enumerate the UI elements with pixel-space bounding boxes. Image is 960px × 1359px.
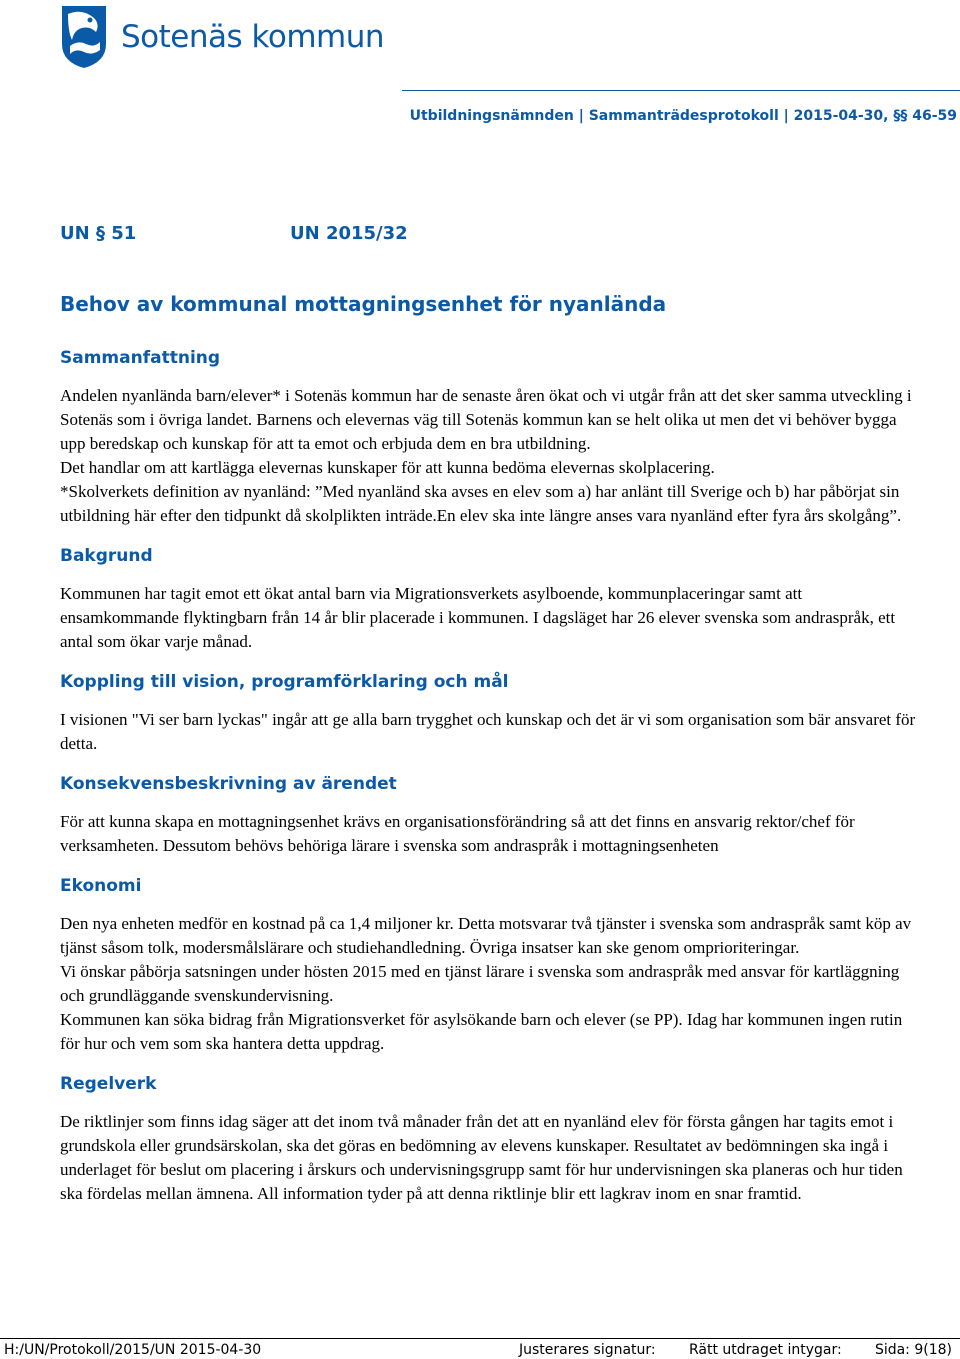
paragraph: Andelen nyanlända barn/elever* i Sotenäs kommun har de senaste åren ökat och vi utgår från att det sker samma utveckling i Sotenäs som i övriga landet. Barnens och elevernas väg till Sotenäs kommun kan se helt olika ut men det vi behöver bygga upp beredskap och kunskap för att ta emot och erbjuda dem en bra utbildning. — [60, 386, 912, 453]
paragraph: *Skolverkets definition av nyanländ: ”Med nyanländ ska avses en elev som a) har anlänt till Sverige och b) har påbörjat sin utbildning här efter den tidpunkt då skolplikten inträde.En elev ska inte längre anses vara nyanländ efter fyra års skolgång”. — [60, 482, 902, 525]
municipal-crest-icon — [60, 4, 108, 70]
document-header: Utbildningsnämnden | Sammanträdesprotokoll | 2015-04-30, §§ 46-59 — [409, 108, 957, 124]
document-title: Behov av kommunal mottagningsenhet för nyanlända — [60, 292, 667, 316]
paragraph-number: UN § 51 — [60, 223, 137, 244]
header-rule — [402, 90, 960, 91]
paragraph: Vi önskar påbörja satsningen under hösten 2015 med en tjänst lärare i svenska som andraspråk med ansvar för kartläggning och grundläggande svenskundervisning. — [60, 962, 900, 1005]
footer-extract: Rätt utdraget intygar: — [689, 1342, 842, 1358]
footer-path: H:/UN/Protokoll/2015/UN 2015-04-30 — [4, 1342, 262, 1358]
logo-text: Sotenäs kommun — [121, 19, 385, 55]
heading-summary: Sammanfattning — [60, 348, 221, 368]
case-reference: UN 2015/32 — [290, 223, 408, 244]
heading-rules: Regelverk — [60, 1074, 157, 1094]
paragraph: Den nya enheten medför en kostnad på ca 1,4 miljoner kr. Detta motsvarar två tjänster i svenska som andraspråk samt köp av tjänst såsom tolk, modersmålslärare och studiehandledning. Övriga insatser kan ske genom omprioriteringar. — [60, 914, 912, 957]
footer-signature: Justerares signatur: — [519, 1342, 656, 1358]
paragraph: I visionen "Vi ser barn lyckas" ingår att ge alla barn trygghet och kunskap och det är vi som organisation som bär ansvaret för detta. — [60, 710, 916, 753]
heading-economy: Ekonomi — [60, 876, 142, 896]
heading-vision: Koppling till vision, programförklaring och mål — [60, 672, 509, 692]
footer-page: Sida: 9(18) — [874, 1342, 952, 1358]
paragraph: De riktlinjer som finns idag säger att det inom två månader från det att en nyanländ elev för första gången har tagits emot i grundskola eller grundsärskolan, ska det göras en bedömning av elevens kunskaper. Resultatet av bedömningen ska ingå i underlaget för beslut om placering i årskurs och undervisningsgrupp samt för hur undervisningen ska planeras och hur tiden ska fördelas mellan ämnena. All information tyder på att denna riktlinje blir ett lagkrav inom en snar framtid. — [60, 1112, 903, 1203]
paragraph: För att kunna skapa en mottagningsenhet krävs en organisationsförändring så att det finns en ansvarig rektor/chef för verksamheten. Dessutom behövs behöriga lärare i svenska som andraspråk i mottagningsenheten — [60, 812, 855, 855]
case-line — [60, 223, 408, 244]
document-body — [60, 346, 920, 1206]
paragraph: Det handlar om att kartlägga elevernas kunskaper för att kunna bedöma elevernas skolplacering. — [60, 458, 715, 477]
heading-background: Bakgrund — [60, 546, 153, 566]
heading-consequence: Konsekvensbeskrivning av ärendet — [60, 774, 397, 794]
logo — [60, 4, 384, 70]
paragraph: Kommunen kan söka bidrag från Migrationsverket för asylsökande barn och elever (se PP). Idag har kommunen ingen rutin för hur och vem som ska hantera detta uppdrag. — [60, 1010, 903, 1053]
paragraph: Kommunen har tagit emot ett ökat antal barn via Migrationsverkets asylboende, kommunplaceringar samt att ensamkommande flyktingbarn från 14 år blir placerade i kommunen. I dagsläget har 26 elever svenska som andraspråk, ett antal som ökar varje månad. — [60, 584, 896, 651]
page-footer — [0, 1338, 960, 1358]
